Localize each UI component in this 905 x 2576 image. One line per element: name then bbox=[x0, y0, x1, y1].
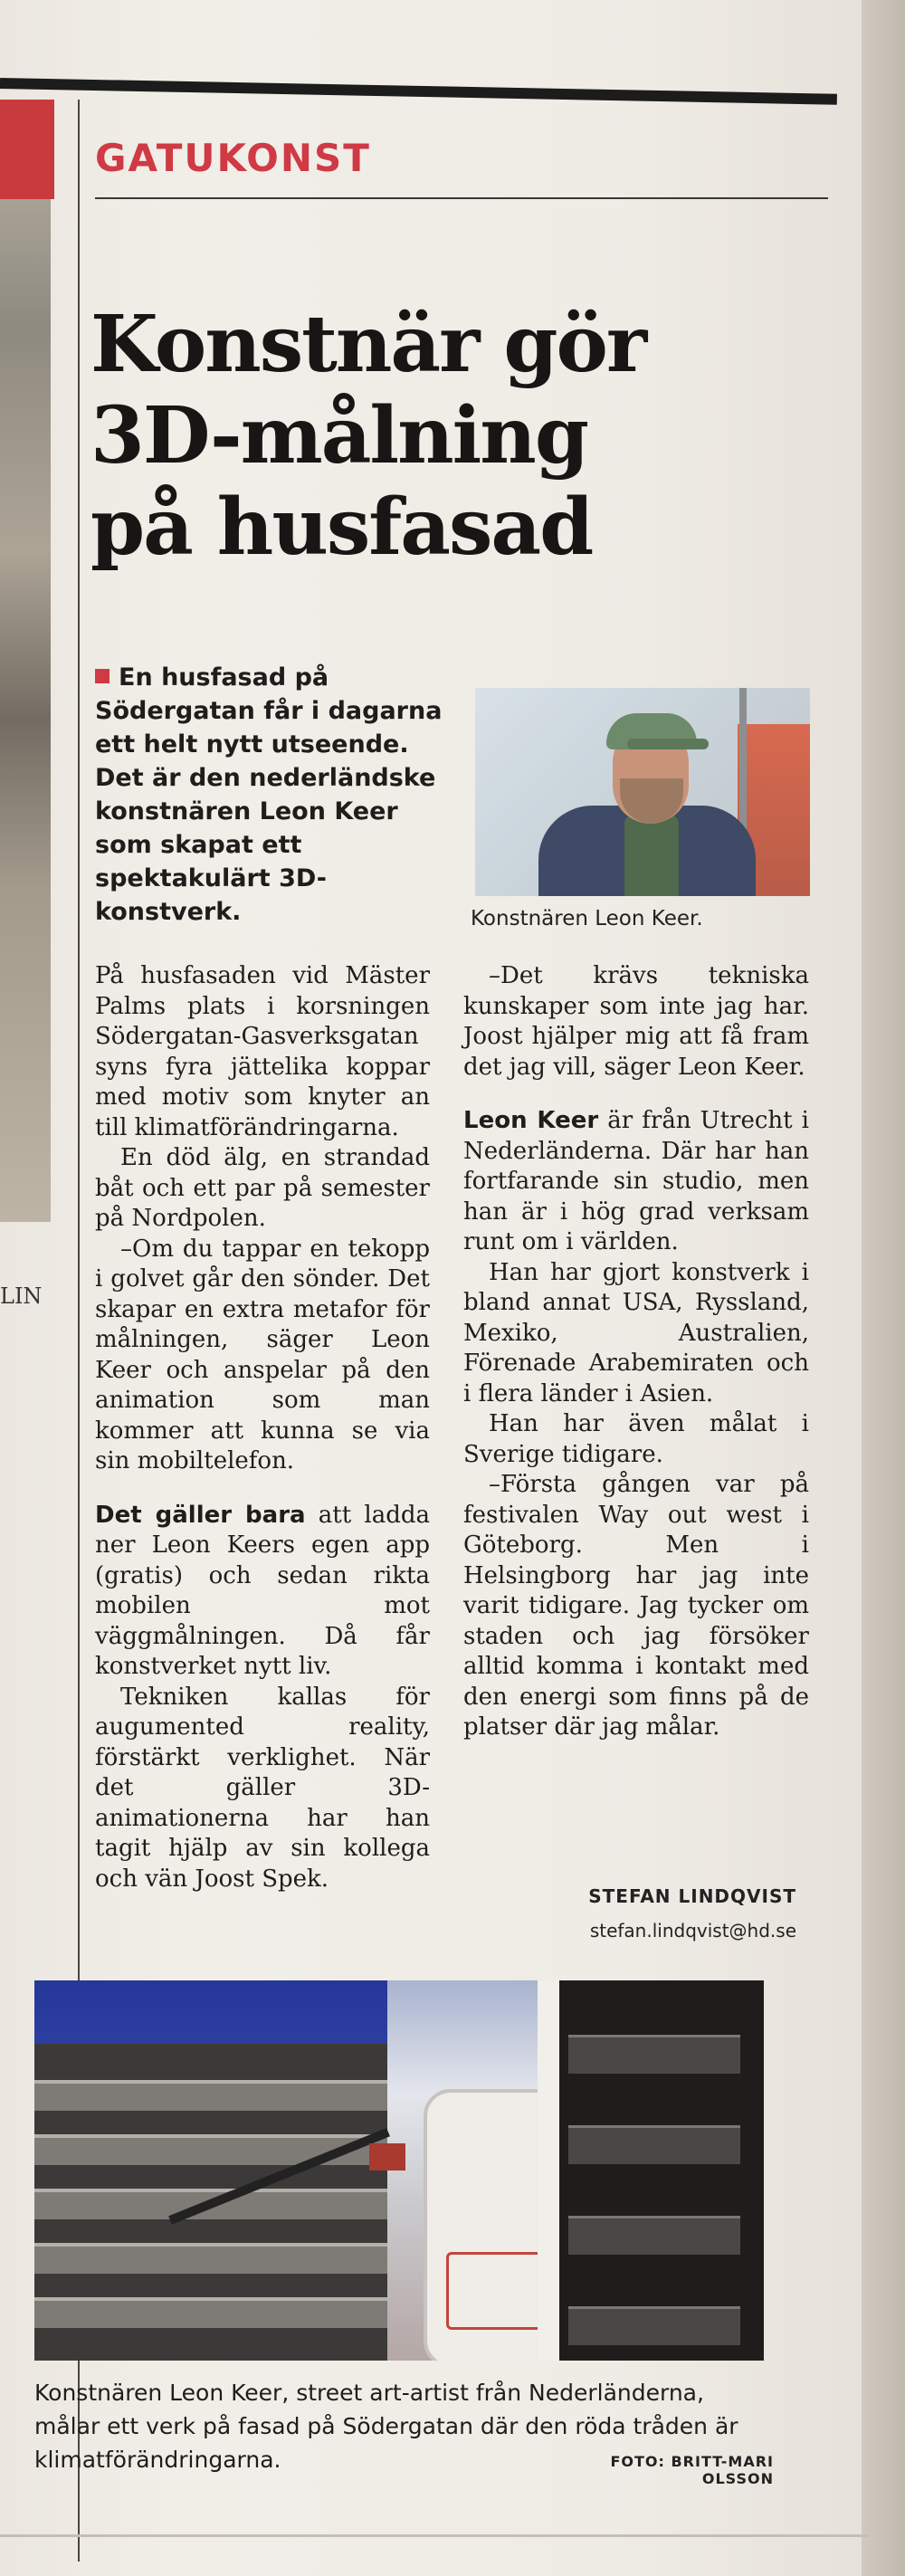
paragraph: Han har gjort konstverk i bland annat USA, Ryssland, Mexiko, Australien, Förenade Arabemiraten och i flera länder i Asien. bbox=[463, 1258, 809, 1407]
paragraph: Tekniken kallas för augumented reality, förstärkt verklighet. När det gäller 3D-animationerna har han tagit hjälp av sin kollega och vän Joost Spek. bbox=[95, 1683, 430, 1893]
article-column-2 bbox=[463, 961, 809, 1743]
paragraph: –Det krävs tekniska kunskaper som inte jag har. Joost hjälper mig att få fram det jag vill, säger Leon Keer. bbox=[463, 962, 809, 1081]
paragraph-lead: Det gäller bara bbox=[95, 1501, 306, 1529]
byline-author: STEFAN LINDQVIST bbox=[588, 1885, 796, 1907]
main-photo bbox=[34, 1980, 764, 2361]
headline bbox=[90, 299, 842, 573]
paragraph: Det gäller bara att ladda ner Leon Keers egen app (gratis) och sedan rikta mobilen mot väggmålningen. Då får konstverket nytt liv. bbox=[95, 1501, 430, 1680]
paragraph-lead: Leon Keer bbox=[463, 1107, 599, 1134]
paragraph: –Första gången var på festivalen Way out west i Göteborg. Men i Helsingborg har jag inte varit tidigare. Jag tycker om staden och jag försöker alltid komma i kontakt med den energi som finns på de platser där jag målar. bbox=[463, 1471, 809, 1741]
kicker-rule bbox=[95, 197, 828, 199]
byline-email: stefan.lindqvist@hd.se bbox=[589, 1920, 796, 1942]
paragraph: En död älg, en strandad båt och ett par på semester på Nordpolen. bbox=[95, 1144, 430, 1232]
photo-caption: Konstnären Leon Keer, street art-artist från Nederländerna, målar ett verk på fasad på Södergatan där den röda tråden är klimatförändringarna. bbox=[34, 2380, 738, 2473]
headline-line-2: 3D-målning bbox=[90, 390, 587, 482]
adjacent-article-text: LIN bbox=[0, 1283, 43, 1309]
paragraph: På husfasaden vid Mäster Palms plats i korsningen Södergatan-Gasverksgatan syns fyra jättelika koppar med motiv som knyter an till klimatförändringarna. bbox=[95, 962, 430, 1141]
headline-line-1: Konstnär gör bbox=[90, 299, 646, 390]
page-edge bbox=[862, 0, 905, 2576]
paragraph: Han har även målat i Sverige tidigare. bbox=[463, 1410, 809, 1468]
ingress-text: En husfasad på Södergatan får i dagarna ett helt nytt utseende. Det är den nederländske konstnären Leon Keer som skapat ett spektakulärt 3D-konstverk. bbox=[95, 663, 443, 926]
article-column-1 bbox=[95, 961, 430, 1894]
portrait-caption: Konstnären Leon Keer. bbox=[471, 907, 703, 930]
section-kicker: GATUKONST bbox=[95, 136, 371, 180]
headline-line-3: på husfasad bbox=[90, 482, 593, 573]
photo-credit: FOTO: BRITT-MARI OLSSON bbox=[610, 2453, 774, 2487]
paragraph: Leon Keer är från Utrecht i Nederländerna. Där har han fortfarande sin studio, men han är i hög grad verksam runt om i världen. bbox=[463, 1107, 809, 1255]
ingress bbox=[95, 661, 457, 929]
portrait-photo bbox=[475, 688, 810, 896]
adjacent-article-photo bbox=[0, 104, 51, 1222]
ingress-bullet-icon bbox=[95, 669, 110, 683]
paragraph: –Om du tappar en tekopp i golvet går den sönder. Det skapar en extra metafor för målningen, säger Leon Keer och anspelar på den animation som man kommer att kunna se via sin mobiltelefon. bbox=[95, 1235, 430, 1474]
adjacent-article-red-block bbox=[0, 100, 54, 199]
bottom-rule bbox=[0, 2534, 869, 2537]
